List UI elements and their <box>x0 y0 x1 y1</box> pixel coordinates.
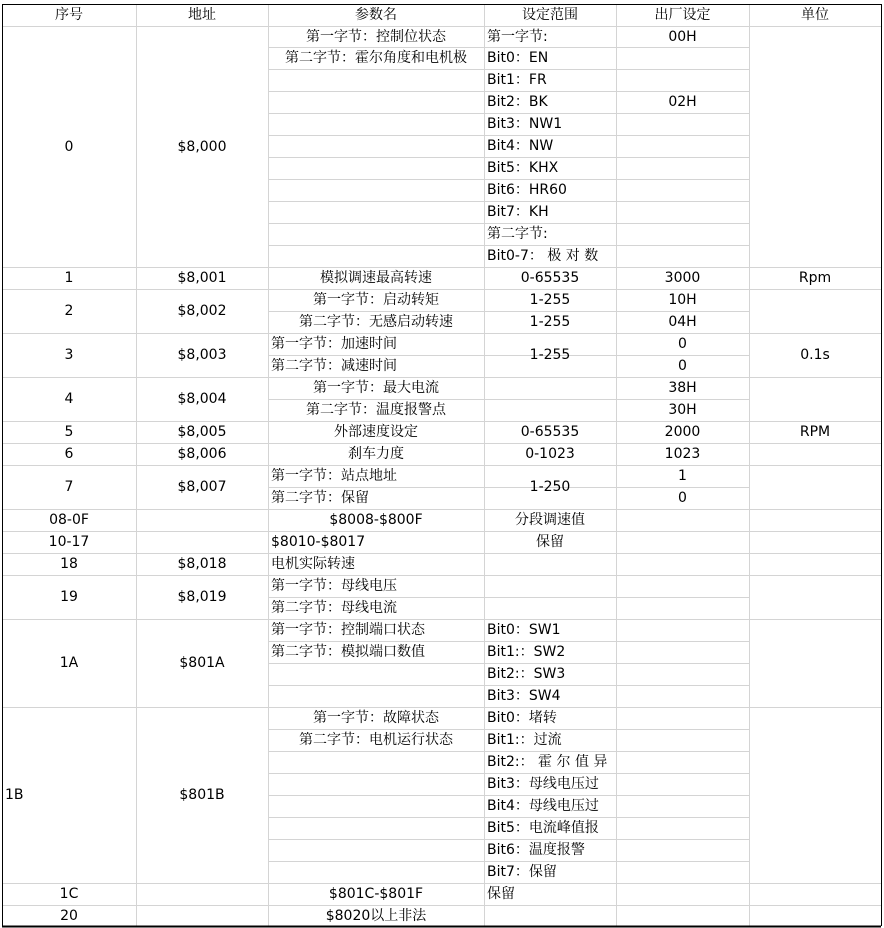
row-1a-param-1: 第一字节：控制端口状态 <box>271 622 425 638</box>
row-6-param: 刹车力度 <box>348 446 404 462</box>
row-5-range: 0-65535 <box>520 424 580 440</box>
row-7-number: 7 <box>64 479 74 495</box>
row-0-range-5: Bit3：NW1 <box>487 116 563 132</box>
row-1-address: $8,001 <box>177 270 227 286</box>
row-5-default: 2000 <box>664 424 701 440</box>
row-6-range: 0-1023 <box>525 446 575 462</box>
row-5-number: 5 <box>64 424 74 440</box>
header-param: 参数名 <box>355 7 397 23</box>
row-1-param: 模拟调速最高转速 <box>320 270 432 286</box>
row-19-param-2: 第二字节：母线电流 <box>271 600 397 616</box>
row-2-number: 2 <box>64 303 74 319</box>
row-08-param: $8008-$800F <box>329 512 423 528</box>
row-0-range-10: 第二字节: <box>487 226 548 242</box>
row-1b-range-6: Bit5：电流峰值报 <box>487 820 599 836</box>
row-3-param-2: 第二字节：减速时间 <box>271 358 397 374</box>
row-1b-range-1: Bit0：堵转 <box>487 710 557 726</box>
row-18-number: 18 <box>60 556 78 572</box>
row-3-default-2: 0 <box>678 358 687 374</box>
row-18-address: $8,018 <box>177 556 227 572</box>
row-3-number: 3 <box>64 347 74 363</box>
header-default: 出厂设定 <box>654 7 711 23</box>
row-0-range-11: Bit0-7： 极 对 数 <box>487 248 599 264</box>
row-0-range-1: 第一字节: <box>487 28 548 45</box>
row-7-address: $8,007 <box>177 479 227 495</box>
row-10-range: 保留 <box>536 534 564 550</box>
row-1a-address: $801A <box>179 655 225 671</box>
header-unit: 单位 <box>801 7 829 23</box>
row-1-default: 3000 <box>664 270 701 286</box>
row-0-range-3: Bit1：FR <box>487 72 547 88</box>
row-0-range-4: Bit2：BK <box>487 94 548 110</box>
row-1b-range-2: Bit1:：过流 <box>487 732 562 748</box>
row-0-default-1: 00H <box>668 28 697 45</box>
row-7-default-2: 0 <box>678 490 687 506</box>
row-0-number: 0 <box>64 138 74 155</box>
row-7-param-1: 第一字节：站点地址 <box>271 468 397 484</box>
row-08-range: 分段调速值 <box>515 512 585 528</box>
row-0-param-2: 第二字节：霍尔角度和电机极 <box>285 50 467 66</box>
row-4-default-1: 38H <box>668 380 697 396</box>
row-1c-range: 保留 <box>487 886 515 902</box>
row-3-address: $8,003 <box>177 347 227 363</box>
row-3-param-1: 第一字节：加速时间 <box>271 336 397 352</box>
row-0-param-1: 第一字节：控制位状态 <box>306 28 446 45</box>
row-0-default-4: 02H <box>668 94 697 110</box>
row-1a-range-1: Bit0：SW1 <box>487 622 561 638</box>
row-1-range: 0-65535 <box>520 270 580 286</box>
row-1b-range-4: Bit3：母线电压过 <box>487 776 599 792</box>
row-1b-number: 1B <box>5 787 24 803</box>
row-3-range: 1-255 <box>529 347 571 363</box>
row-6-address: $8,006 <box>177 446 227 462</box>
row-5-unit: RPM <box>799 424 831 440</box>
row-3-unit: 0.1s <box>800 347 830 363</box>
row-0-range-7: Bit5：KHX <box>487 160 559 176</box>
row-2-default-2: 04H <box>668 314 697 330</box>
row-20-param: $8020以上非法 <box>325 907 427 924</box>
row-1b-range-5: Bit4：母线电压过 <box>487 798 599 814</box>
row-2-range-1: 1-255 <box>529 292 571 308</box>
row-1b-range-7: Bit6：温度报警 <box>487 842 585 858</box>
row-08-number: 08-0F <box>49 512 89 528</box>
row-1b-range-8: Bit7：保留 <box>487 864 557 880</box>
row-10-number: 10-17 <box>48 534 90 550</box>
row-1b-address: $801B <box>179 787 225 803</box>
row-4-param-2: 第二字节：温度报警点 <box>306 402 446 418</box>
row-1-number: 1 <box>64 270 74 286</box>
row-6-number: 6 <box>64 446 74 462</box>
row-19-address: $8,019 <box>177 589 227 605</box>
header-no: 序号 <box>55 7 83 23</box>
row-0-range-6: Bit4：NW <box>487 138 554 154</box>
row-20-number: 20 <box>60 907 78 924</box>
row-0-range-9: Bit7：KH <box>487 204 549 220</box>
row-2-param-2: 第二字节：无感启动转速 <box>299 314 453 330</box>
header-addr: 地址 <box>188 7 216 23</box>
row-6-default: 1023 <box>664 446 701 462</box>
row-0-range-8: Bit6：HR60 <box>487 182 567 198</box>
row-5-address: $8,005 <box>177 424 227 440</box>
row-1a-range-3: Bit2:：SW3 <box>487 666 566 682</box>
row-1c-param: $801C-$801F <box>328 886 424 902</box>
row-19-param-1: 第一字节：母线电压 <box>271 578 397 594</box>
row-1c-number: 1C <box>59 886 79 902</box>
row-2-param-1: 第一字节：启动转矩 <box>313 292 439 308</box>
row-7-range: 1-250 <box>529 479 571 495</box>
row-5-param: 外部速度设定 <box>334 424 418 440</box>
row-1a-range-2: Bit1:：SW2 <box>487 644 566 660</box>
row-4-number: 4 <box>64 391 74 407</box>
row-10-param: $8010-$8017 <box>271 534 366 550</box>
row-4-param-1: 第一字节：最大电流 <box>313 380 439 396</box>
row-19-number: 19 <box>60 589 78 605</box>
row-2-address: $8,002 <box>177 303 227 319</box>
row-1a-number: 1A <box>59 655 79 671</box>
row-18-param: 电机实际转速 <box>271 556 355 572</box>
row-1b-param-1: 第一字节：故障状态 <box>313 710 439 726</box>
row-3-default-1: 0 <box>678 336 687 352</box>
row-4-address: $8,004 <box>177 391 227 407</box>
row-7-default-1: 1 <box>678 468 687 484</box>
row-1b-param-2: 第二字节：电机运行状态 <box>299 732 453 748</box>
row-2-range-2: 1-255 <box>529 314 571 330</box>
row-7-param-2: 第二字节：保留 <box>271 490 369 506</box>
row-0-address: $8,000 <box>177 138 227 155</box>
row-1b-range-3: Bit2:： 霍 尔 值 异 <box>487 754 608 770</box>
row-4-default-2: 30H <box>668 402 697 418</box>
row-1a-param-2: 第二字节：模拟端口数值 <box>271 644 425 660</box>
header-range: 设定范围 <box>522 7 578 23</box>
row-1-unit: Rpm <box>798 270 832 286</box>
row-2-default-1: 10H <box>668 292 697 308</box>
row-0-range-2: Bit0：EN <box>487 50 549 66</box>
row-1a-range-4: Bit3：SW4 <box>487 688 561 704</box>
